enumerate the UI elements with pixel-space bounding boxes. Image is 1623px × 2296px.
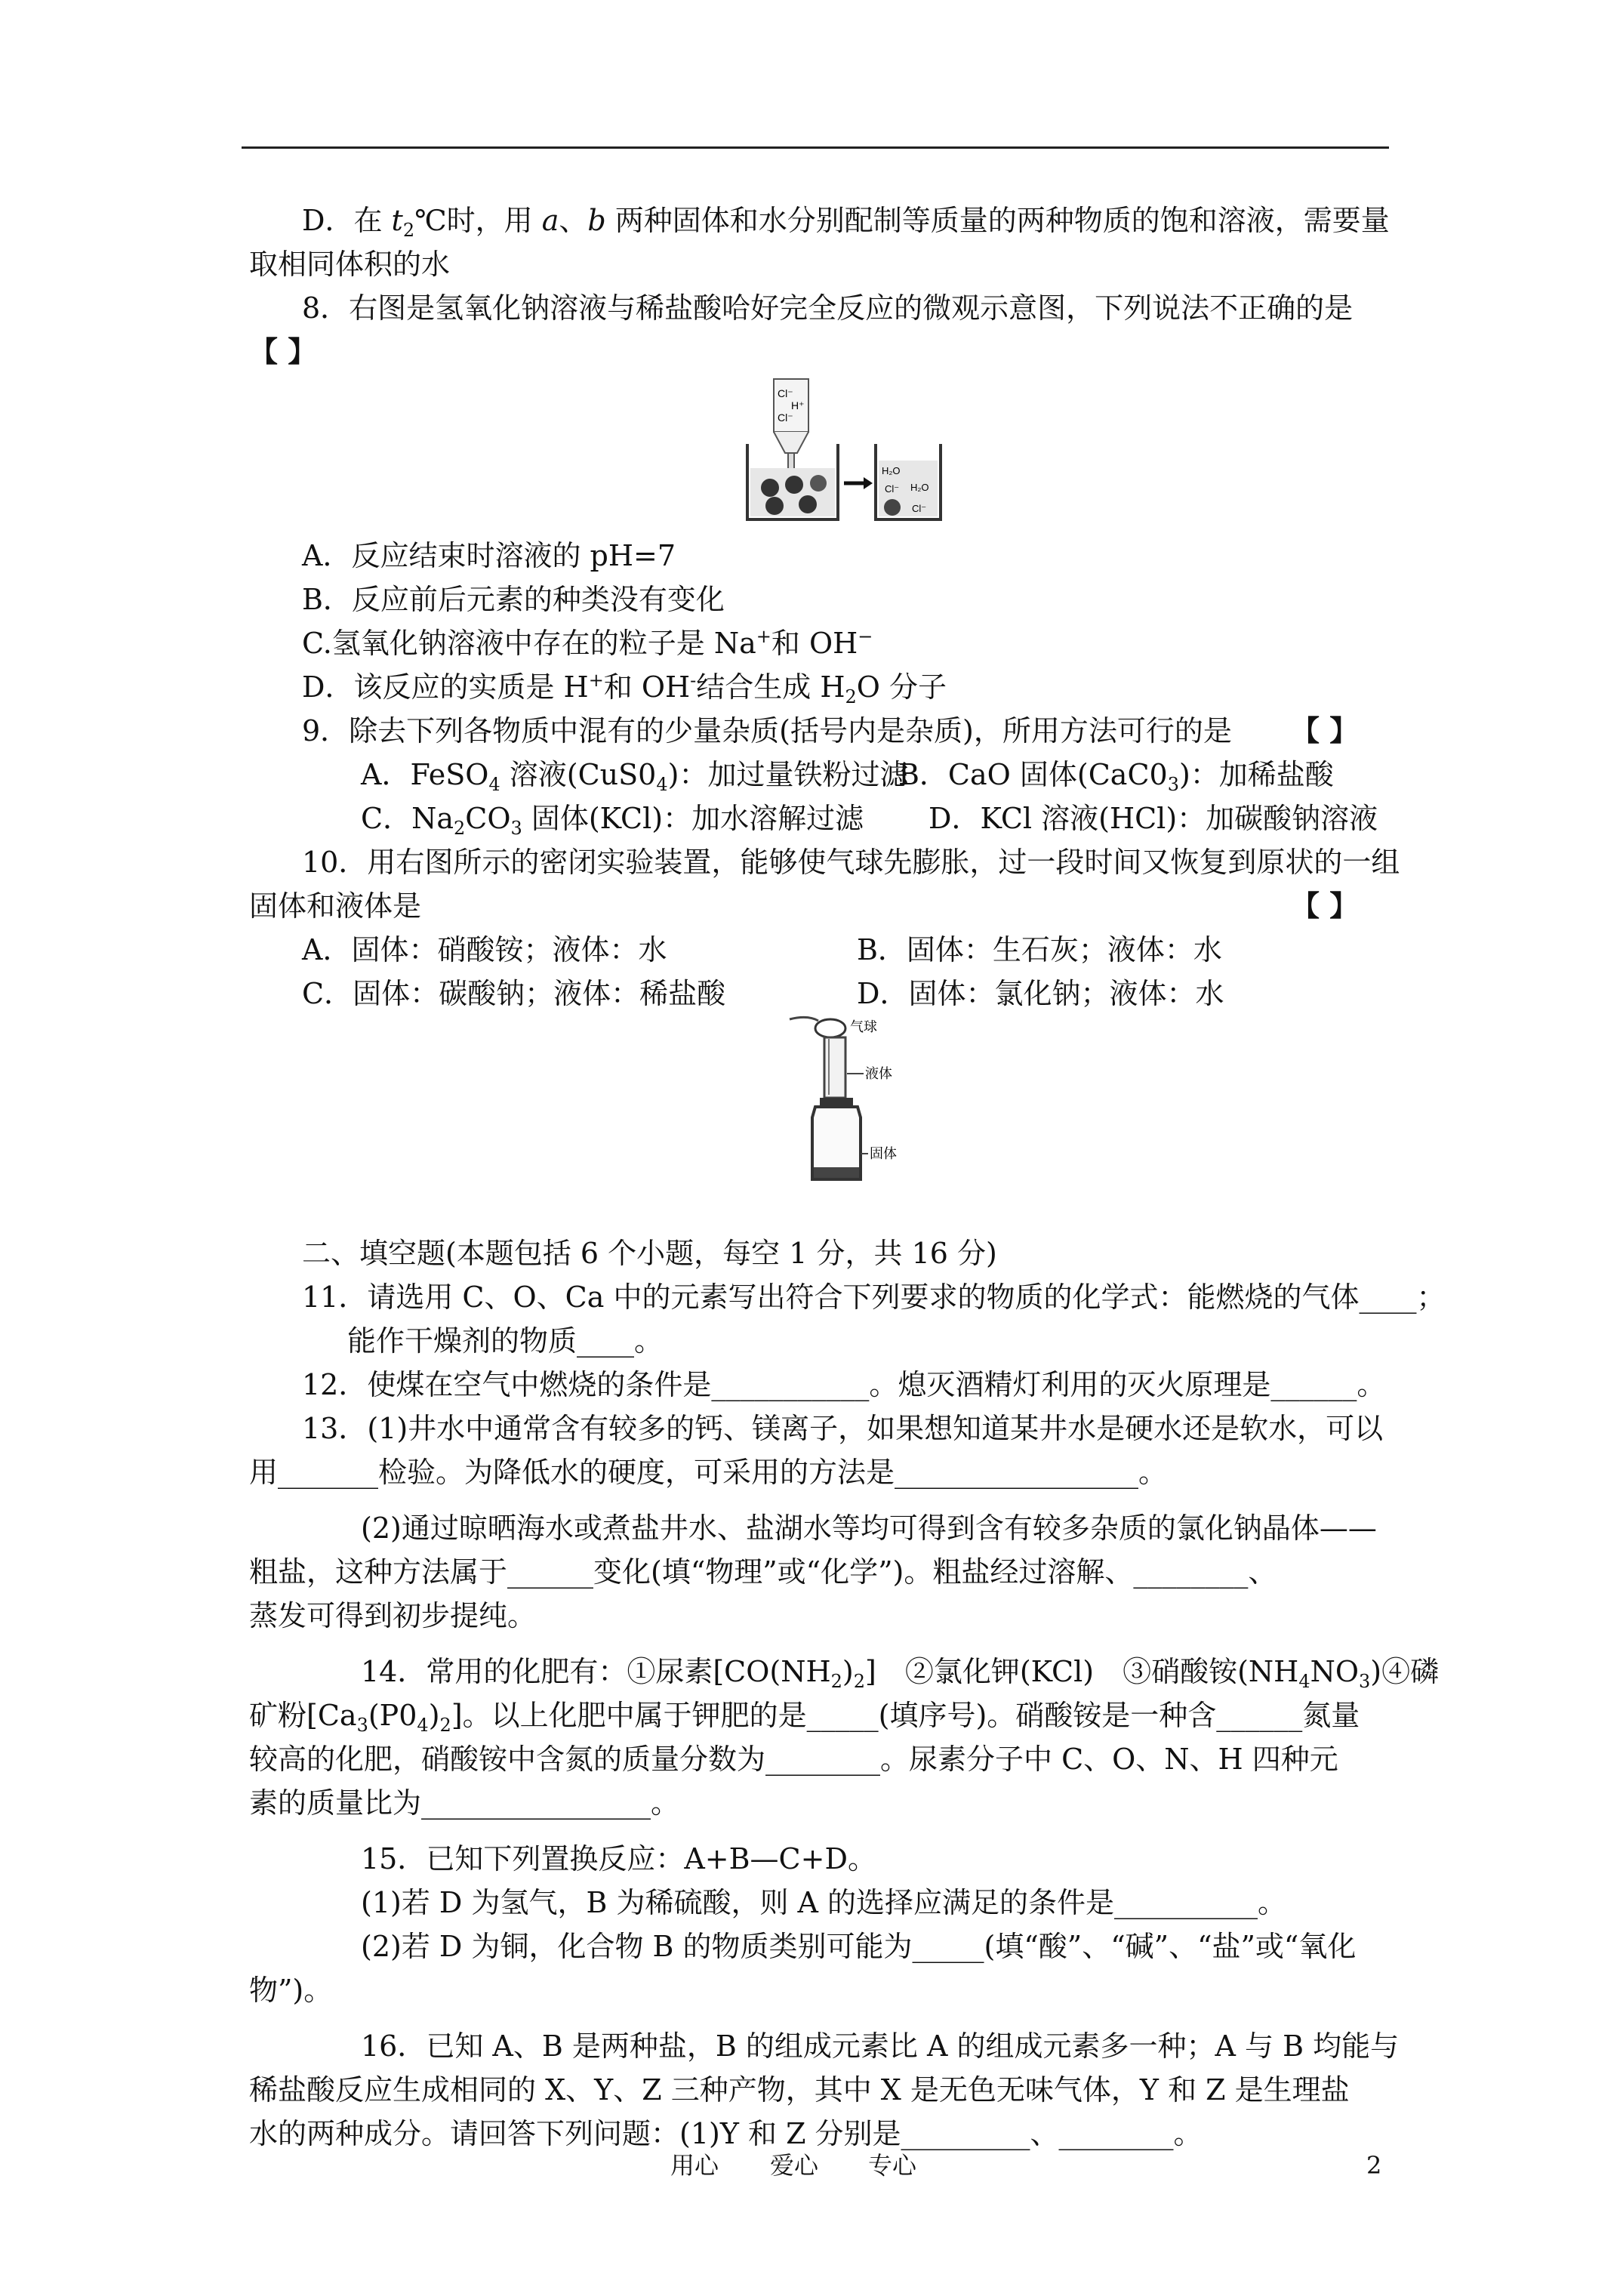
q10-option-a: A．固体：硝酸铵；液体：水 xyxy=(302,933,667,966)
q16-stem-cont: 稀盐酸反应生成相同的 X、Y、Z 三种产物，其中 X 是无色无味气体，Y 和 Z 是生理盐 xyxy=(249,2073,1350,2106)
q15-part2-cont: 物”)。 xyxy=(249,1974,333,2007)
q12-stem: 12．使煤在空气中燃烧的条件是___________。熄灭酒精灯利用的灭火原理是______。 xyxy=(302,1368,1386,1401)
svg-text:H₂O: H₂O xyxy=(882,465,901,476)
q7-option-d: D．在 $t_2℃$时，用 a、b 两种固体和水分别配制等质量的两种物质的饱和溶液，需要量 xyxy=(302,204,1390,241)
label-solid: 固体 xyxy=(870,1146,897,1161)
q11-stem: 11．请选用 C、O、Ca 中的元素写出符合下列要求的物质的化学式：能燃烧的气体____； xyxy=(302,1281,1446,1314)
q9-option-c: C．$Na_2CO_3$ 固体(KCl)：加水溶解过滤 xyxy=(361,802,864,839)
q10-option-c: C．固体：碳酸钠；液体：稀盐酸 xyxy=(302,977,726,1010)
svg-text:Cl⁻: Cl⁻ xyxy=(885,483,900,495)
q8-option-a: A．反应结束时溶液的 pH=7 xyxy=(302,539,676,572)
page-number: 2 xyxy=(1366,2151,1382,2180)
q9-stem: 9．除去下列各物质中混有的少量杂质(括号内是杂质)，所用方法可行的是 xyxy=(302,714,1232,747)
svg-text:H₂O: H₂O xyxy=(910,482,929,493)
figure-neutralization-diagram xyxy=(725,378,944,529)
q8-answer-bracket: 【 】 xyxy=(249,334,317,368)
q13-part1: 13．(1)井水中通常含有较多的钙、镁离子，如果想知道某井水是硬水还是软水，可以 xyxy=(302,1412,1384,1445)
q13-part1-cont: 用_______检验。为降低水的硬度，可采用的方法是_________________。 xyxy=(249,1456,1168,1489)
q10-option-d: D．固体：氯化钠；液体：水 xyxy=(857,977,1224,1010)
label-balloon: 气球 xyxy=(850,1019,877,1034)
q10-stem-cont: 固体和液体是 xyxy=(249,889,422,923)
q7-option-d-cont: 取相同体积的水 xyxy=(249,248,451,281)
q14-stem-cont: 矿粉$[Ca_3(P0_4)_2]$。以上化肥中属于钾肥的是_____(填序号)。硝酸铵是一种含______氮量 xyxy=(249,1699,1360,1736)
q9-option-a: A．FeSO$_4$ 溶液$(CuS0_4)$：加过量铁粉过滤 xyxy=(361,758,909,795)
q14-stem-end: 素的质量比为________________。 xyxy=(249,1786,680,1820)
q8-stem: 8．右图是氢氧化钠溶液与稀盐酸哈好完全反应的微观示意图，下列说法不正确的是 xyxy=(302,291,1354,325)
svg-text:H⁺: H⁺ xyxy=(791,399,805,411)
footer-motto-1: 用心 xyxy=(670,2151,719,2180)
q13-part2: (2)通过晾晒海水或煮盐井水、盐湖水等均可得到含有较多杂质的氯化钠晶体—— xyxy=(361,1512,1377,1545)
q14-stem: 14．常用的化肥有：①尿素$[CO(NH_2)_2]$ ②氯化钾(KCl) ③硝酸铵$(NH_4NO_3)④$磷 xyxy=(361,1655,1440,1692)
q9-answer-bracket: 【 】 xyxy=(1291,713,1359,747)
q15-part1: (1)若 D 为氢气，B 为稀硫酸，则 A 的选择应满足的条件是__________。 xyxy=(361,1886,1287,1919)
q9-option-d: D．KCl 溶液(HCl)：加碳酸钠溶液 xyxy=(929,802,1378,835)
header-rule xyxy=(242,146,1389,149)
section-2-heading: 二、填空题(本题包括 6 个小题，每空 1 分，共 16 分) xyxy=(302,1237,997,1270)
q14-stem-cont2: 较高的化肥，硝酸铵中含氮的质量分数为________。尿素分子中 C、O、N、H 四种元 xyxy=(249,1743,1338,1776)
svg-text:Cl⁻: Cl⁻ xyxy=(778,387,793,399)
q8-option-d: D．该反应的实质是 H+和 OH-结合生成 $H_2O$ 分子 xyxy=(302,670,947,707)
q11-stem-cont: 能作干燥剂的物质____。 xyxy=(347,1324,664,1358)
q10-answer-bracket: 【 】 xyxy=(1291,889,1359,923)
q13-part2-cont: 粗盐，这种方法属于______变化(填“物理”或“化学”)。粗盐经过溶解、________、 xyxy=(249,1555,1277,1589)
q9-option-b: B．CaO 固体$(CaC0_3)$：加稀盐酸 xyxy=(898,758,1334,795)
q15-stem: 15．已知下列置换反应：A+B—C+D。 xyxy=(361,1842,876,1875)
label-liquid: 液体 xyxy=(865,1066,892,1081)
q13-part2-end: 蒸发可得到初步提纯。 xyxy=(249,1599,537,1632)
figure-balloon-apparatus xyxy=(785,1012,936,1193)
q8-option-b: B．反应前后元素的种类没有变化 xyxy=(302,583,725,616)
footer-motto-3: 专心 xyxy=(868,2151,917,2180)
q16-stem: 16．已知 A、B 是两种盐，B 的组成元素比 A 的组成元素多一种；A 与 B 均能与 xyxy=(361,2029,1400,2063)
svg-text:Cl⁻: Cl⁻ xyxy=(912,503,927,514)
q10-option-b: B．固体：生石灰；液体：水 xyxy=(857,933,1222,966)
q16-stem-end: 水的两种成分。请回答下列问题：(1)Y 和 Z 分别是_________、________。 xyxy=(249,2117,1203,2150)
svg-text:Cl⁻: Cl⁻ xyxy=(778,411,793,424)
footer-motto-2: 爱心 xyxy=(770,2151,819,2180)
q10-stem: 10．用右图所示的密闭实验装置，能够使气球先膨胀，过一段时间又恢复到原状的一组 xyxy=(302,846,1400,879)
q8-option-c: C.氢氧化钠溶液中存在的粒子是 Na+和 OH− xyxy=(302,626,873,660)
q15-part2: (2)若 D 为铜，化合物 B 的物质类别可能为_____(填“酸”、“碱”、“盐”或“氧化 xyxy=(361,1930,1357,1963)
